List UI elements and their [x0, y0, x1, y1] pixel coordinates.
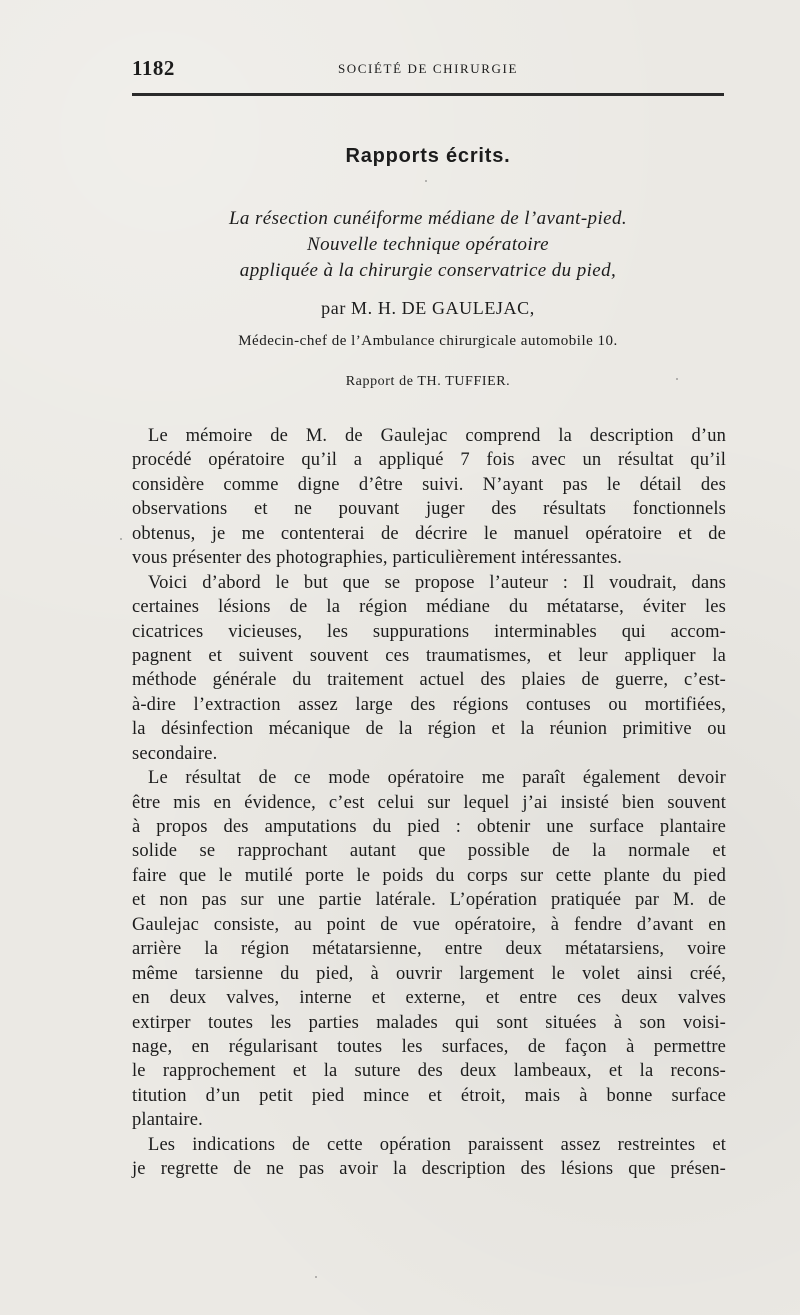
print-speck — [315, 1276, 317, 1278]
body-line: solide se rapprochant autant que possible de la normale et — [132, 841, 726, 862]
article-title — [132, 206, 724, 284]
body-line: pagnent et suivent souvent ces traumatismes, et leur appliquer la — [132, 645, 726, 666]
body-line: vous présenter des photographies, particulièrement intéressantes. — [132, 548, 623, 569]
body-line: Les indications de cette opération paraissent assez restreintes et — [148, 1134, 726, 1155]
body-line: la désinfection mécanique de la région et la réunion primitive ou — [132, 719, 726, 740]
print-speck — [120, 538, 122, 540]
body-line: même tarsienne du pied, à ouvrir largement le volet ainsi créé, — [132, 963, 726, 984]
body-line: faire que le mutilé porte le poids du corps sur cette plante du pied — [132, 865, 726, 886]
article-title-line-2: Nouvelle technique opératoire — [307, 234, 549, 255]
body-line: Voici d’abord le but que se propose l’auteur : Il voudrait, dans — [148, 572, 726, 593]
body-line: et non pas sur une partie latérale. L’opération pratiquée par M. de — [132, 890, 726, 911]
body-line: secondaire. — [132, 743, 218, 764]
page-header — [132, 56, 724, 80]
print-speck — [676, 378, 678, 380]
article-title-line-3: appliquée à la chirurgie conservatrice du pied, — [239, 260, 617, 281]
body-line: plantaire. — [132, 1110, 203, 1131]
body-line: titution d’un petit pied mince et étroit, mais à bonne surface — [132, 1085, 726, 1106]
body-line: procédé opératoire qu’il a appliqué 7 fois avec un résultat qu’il — [132, 450, 726, 471]
body-line: à-dire l’extraction assez large des régions contuses ou mortifiées, — [132, 694, 726, 715]
body-line: en deux valves, interne et externe, et entre ces deux valves — [132, 988, 726, 1009]
body-line: considère comme digne d’être suivi. N’ayant pas le détail des — [132, 474, 726, 495]
body-line: à propos des amputations du pied : obtenir une surface plantaire — [132, 817, 726, 837]
running-head: SOCIÉTÉ DE CHIRURGIE — [337, 61, 519, 76]
section-title: Rapports écrits. — [345, 145, 511, 167]
report-credit: Rapport de TH. TUFFIER. — [345, 374, 511, 389]
body-line: je regrette de ne pas avoir la description des lésions que présen- — [132, 1159, 726, 1180]
body-line: obtenus, je me contenterai de décrire le manuel opératoire et de — [132, 523, 726, 544]
body-line: Le résultat de ce mode opératoire me paraît également devoir — [148, 768, 726, 789]
page-number: 1182 — [132, 56, 175, 80]
body-line: extirper toutes les parties malades qui sont situées à son voisi- — [132, 1012, 726, 1033]
header-rule — [132, 93, 724, 96]
body-line: Gaulejac consiste, au point de vue opératoire, à fendre d’avant en — [132, 914, 726, 935]
body-line: méthode générale du traitement actuel des plaies de guerre, c’est- — [132, 670, 726, 691]
body-line: certaines lésions de la région médiane du métatarse, éviter les — [132, 597, 726, 618]
body-line: le rapprochement et la suture des deux lambeaux, et la recons- — [132, 1061, 726, 1082]
article-title-line-1: La résection cunéiforme médiane de l’avant-pied. — [228, 208, 628, 229]
body-line: Le mémoire de M. de Gaulejac comprend la description d’un — [148, 426, 726, 446]
body-line: arrière la région métatarsienne, entre deux métatarsiens, voire — [132, 939, 726, 960]
author-affiliation: Médecin-chef de l’Ambulance chirurgicale automobile 10. — [238, 333, 618, 349]
print-speck — [425, 180, 427, 182]
author-byline: par M. H. DE GAULEJAC, — [321, 298, 535, 318]
body-line: observations et ne pouvant juger des résultats fonctionnels — [132, 499, 726, 520]
body-line: être mis en évidence, c’est celui sur lequel j’ai insisté bien souvent — [132, 792, 726, 813]
body-line: nage, en régularisant toutes les surfaces, de façon à permettre — [132, 1036, 726, 1057]
body-text — [132, 424, 726, 1182]
body-line: cicatrices vicieuses, les suppurations interminables qui accom- — [132, 621, 726, 642]
